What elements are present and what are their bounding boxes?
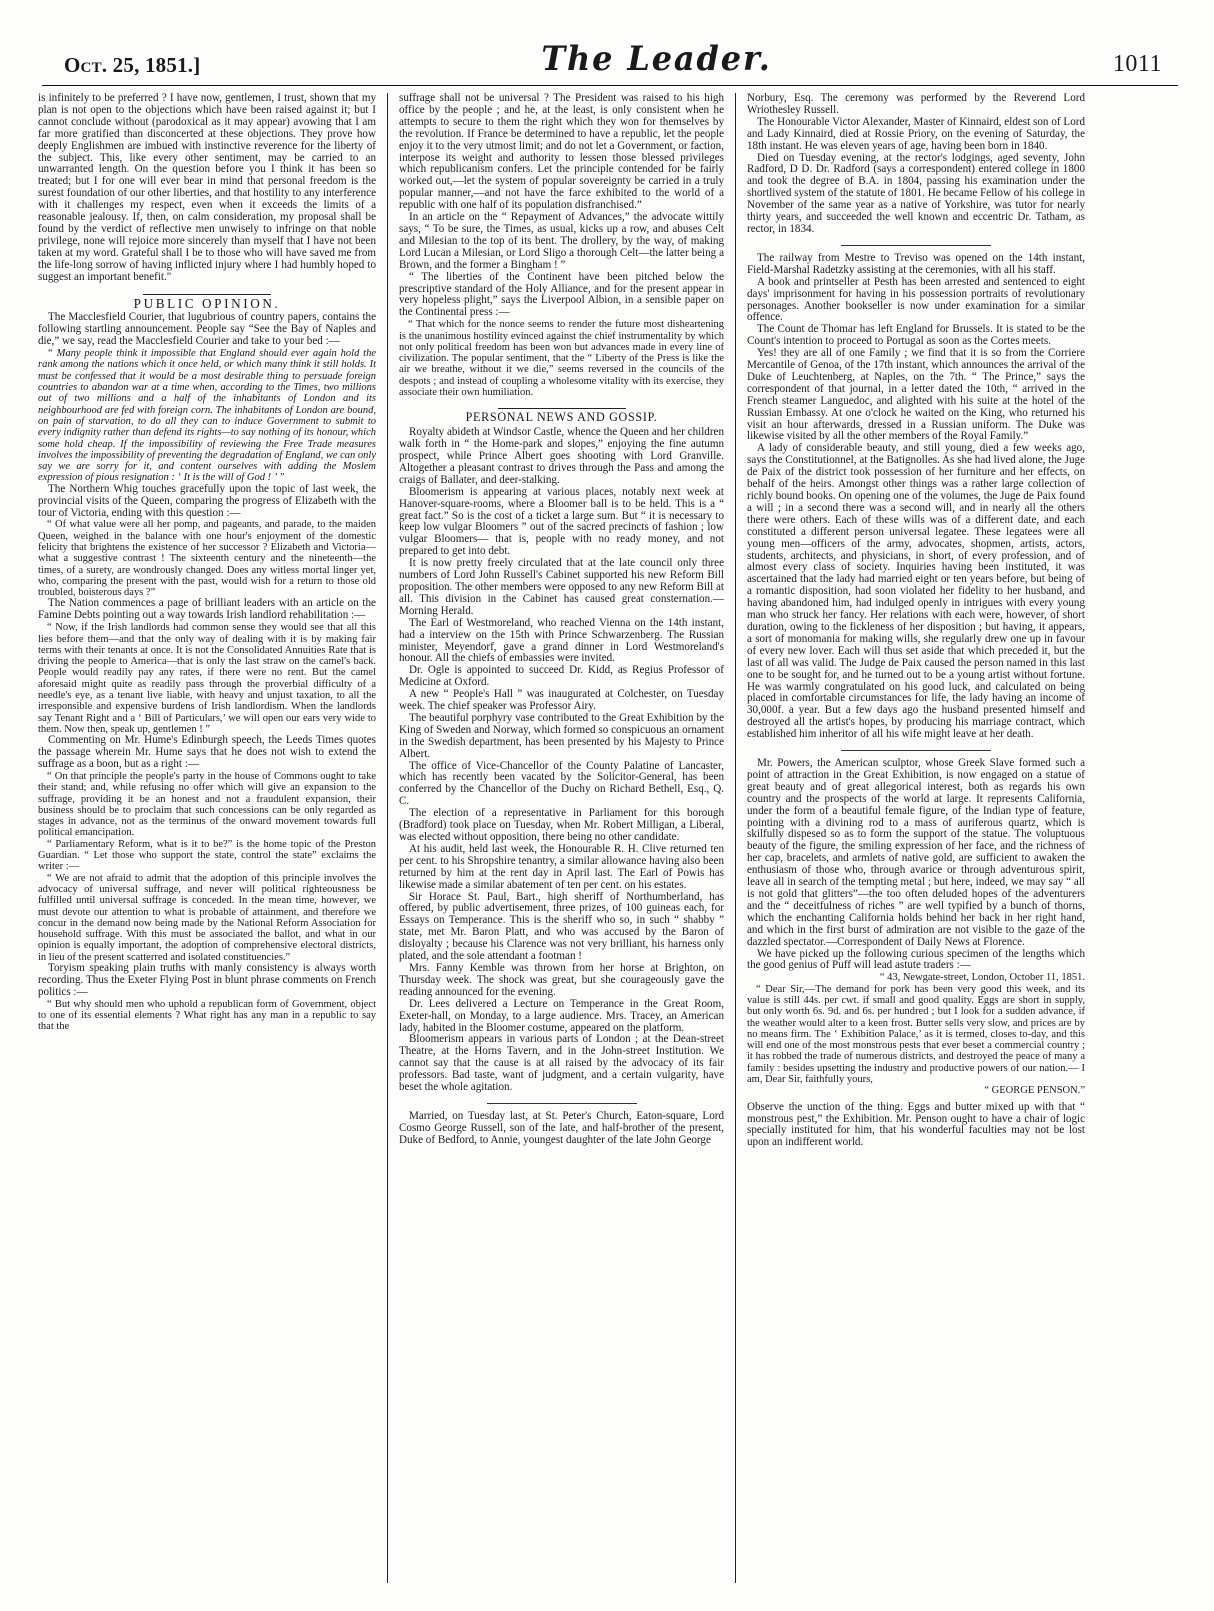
paragraph: Mrs. Fanny Kemble was thrown from her horse at Brighton, on Thursday week. The shock was great, but she courageously gave the reading announced for the evening. <box>399 961 724 998</box>
masthead-date: Oct. 25, 1851.] <box>64 53 201 77</box>
paragraph: Commenting on Mr. Hume's Edinburgh speech, the Leeds Times quotes the passage wherein Mr. Hume says that he does not wish to extend the suffrage as a boon, but as a right :— <box>38 734 376 771</box>
quoted-extract: “ But why should men who uphold a republican form of Government, object to one of its essential elements ? What right has any man in a republic to say that the <box>38 998 376 1033</box>
paragraph: Norbury, Esq. The ceremony was performed by the Reverend Lord Wriothesley Russell. <box>747 93 1085 116</box>
marriage-notice: Married, on Tuesday last, at St. Peter's Church, Eaton-square, Lord Cosmo George Russell, son of the late, and half-brother of the present, Duke of Bedford, to Annie, youngest daughter of the late John George <box>399 1109 724 1146</box>
paragraph: Dr. Lees delivered a Lecture on Temperance in the Great Room, Exeter-hall, on Monday, to a large audience. Mrs. Tracey, an American lady, habited in the Bloomer costume, appeared on the platform. <box>399 997 724 1034</box>
quoted-extract: “ Of what value were all her pomp, and pageants, and parade, to the maiden Queen, weighed in the balance with one hour's enjoyment of the domestic felicity that brightens the existence of her successor ? Elizabeth and Victoria—what a suggestive contrast ! The sixteenth century and the nineteenth—the times, of a surety, are wondrously changed. Does any witless mortal linger yet, who, comparing the present with the past, would wish for a return to those old troubled, boisterous days ?” <box>38 519 376 599</box>
paragraph: A book and printseller at Pesth has been arrested and sentenced to eight days' imprisonment for having in his possession portraits of revolutionary personages. Another bookseller is now under examination for a similar offence. <box>747 275 1085 324</box>
paragraph: The railway from Mestre to Treviso was opened on the 14th instant, Field-Marshal Radetzky assisting at the ceremonies, with all his staff. <box>747 251 1085 276</box>
paragraph: In an article on the “ Repayment of Advances,” the advocate wittily says, “ To be sure, the Times, as usual, kicks up a row, and abuses Celt and Milesian to the top of its bent. The drollery, by the way, of making Lord Lucan a Milesian, or Lord Sligo a thorough Celt—the latter being a Brown, and the former a Bingham ! ” <box>399 211 724 271</box>
letter-signature: “ GEORGE PENSON.” <box>984 1085 1085 1097</box>
section-heading-personal-news: PERSONAL NEWS AND GOSSIP. <box>465 410 658 425</box>
masthead-divider <box>42 85 1178 86</box>
quoted-extract: “ Parliamentary Reform, what is it to be?” is the home topic of the Preston Guardian. “ Let those who support the state, control the state” exclaims the writer :— <box>38 838 376 873</box>
column-3 <box>736 93 1085 1583</box>
paragraph: Bloomerism is appearing at various places, notably next week at Hanover-square-rooms, where a Bloomer ball is to be held. This is a “ great fact.” So is the cost of a ticket a large sum. But “ it is necessary to keep low vulgar Bloomers ” out of the sacred precincts of fashion ; low vulgar Bloomers— that is, people with no ready money, and not prepared to get into debt. <box>399 485 724 558</box>
masthead <box>38 34 1182 80</box>
section-divider <box>841 750 991 751</box>
section-divider <box>498 408 626 409</box>
paragraph: Sir Horace St. Paul, Bart., high sheriff of Northumberland, has offered, by public advertisement, three prizes, of 100 guineas each, for Essays on Temperance. This is the sheriff who so, in such “ shabby ” state, met Mr. Baron Platt, and who was accused by the Baron of disloyalty ; because his Clarence was not very brilliant, his harness only plated, and the sole attendant a footman ! <box>399 890 724 963</box>
letter-address: “ 43, Newgate-street, London, October 11, 1851. <box>879 972 1085 984</box>
paragraph: The office of Vice-Chancellor of the County Palatine of Lancaster, which has recently been vacated by the Solicitor-General, has been conferred by the Chancellor of the Duchy on Richard Bethell, Esq., Q. C. <box>399 759 724 808</box>
quoted-extract: “ Now, if the Irish landlords had common sense they would see that all this lies before them—and that the only way of dealing with it is by making fair terms with their tenants at once. It is not the Consolidated Annuities Rate that is driving the people to America—that is only the last straw on the camel's back. People would readily pay any rates, if there were no rent. But the camel aforesaid might quite as readily pass through the proverbial difficulty of a needle's eye, as a tenant live liable, with heavy and unjust taxation, to all the irresponsible and expensive burdens of Irish landlordism. When the landlords say Tenant Right and a ‘ Bill of Particulars,’ we will open our ears very wide to them. Now then, speak up, gentlemen ! ” <box>38 622 376 735</box>
paragraph: The beautiful porphyry vase contributed to the Great Exhibition by the King of Sweden and Norway, which formed so conspicuous an ornament in the Swedish department, has been presented by his Majesty to Prince Albert. <box>399 711 724 760</box>
paragraph: Yes! they are all of one Family ; we find that it is so from the Corriere Mercantile of Genoa, of the 17th instant, which announces the arrival of the Duke of Leuchtenberg, at Naples, on the 7th. “ The Prince,” says the correspondent of that journal, in a letter dated the 10th, “ arrived in the French steamer Languedoc, and alighted with his suite at the hotel of the Russian Embassy. At one o'clock he waited on the King, who returned his visit an hour afterwards, dressed in a Russian uniform. The Duke was likewise visited by all the other members of the Royal Family.” <box>747 347 1085 443</box>
section-divider <box>143 294 271 295</box>
paragraph: The Count de Thomar has left England for Brussels. It is stated to be the Count's intention to proceed to Portugal as soon as the Cortes meets. <box>747 323 1085 348</box>
paragraph: We have picked up the following curious specimen of the lengths which the good genius of Puff will lead astute traders :— <box>747 947 1085 972</box>
paragraph: is infinitely to be preferred ? I have now, gentlemen, I trust, shown that my plan is not open to the objections which have been raised against it; but I cannot conclude without (parodoxical as it may appear) avowing that I am far more gratified than disconcerted at these objections. They prove how deeply Englishmen are imbued with instinctive reverence for the liberty of the subject. This, like every other sentiment, may be carried to an unwarranted length. On the question before you I think it has been so treated; but I for one will ever bear in mind that personal freedom is the surest foundation of our other liberties, and that hostility to any interference with it challenges my respect, even when it exceeds the limits of a reasonable jealousy. If, then, on calm consideration, my proposal shall be found by the verdict of reflective men unwisely to infringe on that noble privilege, none will rejoice more sincerely than myself that I have not been taken at my word. Grateful shall I be to those who will have saved me from the life-long sorrow of having inflicted injury where I had humbly hoped to suggest an important benefit." <box>38 93 376 283</box>
masthead-title: The Leader. <box>541 39 772 79</box>
paragraph: The Macclesfield Courier, that lugubrious of country papers, contains the following startling announcement. People say “See the Bay of Naples and die,” we say, read the Macclesfield Courier and take to your bed :— <box>38 311 376 348</box>
paragraph: Toryism speaking plain truths with manly consistency is always worth recording. Thus the Exeter Flying Post in blunt phrase comments on French politics :— <box>38 962 376 998</box>
paragraph: suffrage shall not be universal ? The President was raised to his high office by the people ; and he, at the least, is only consistent when he attempts to secure to them the right which they won for themselves by the revolution. If France be determined to have a republic, let the people enjoy it to the very utmost limit; and do not let a Government, or faction, interpose its weight and authority to lessen those blessed privileges which republicanism confers. Let the principle contended for be fairly worked out,—let the system of popular sovereignty be carried in a truly popular manner,—and not have the farce exhibited to the world of a republic with one half of its population disfranchised.” <box>399 93 724 212</box>
paragraph: Bloomerism appears in various parts of London ; at the Dean-street Theatre, at the Horns Tavern, and in the John-street Institution. We cannot say that the cause is at all raised by the advocacy of its fair professors. Bad taste, want of judgment, and a certain vulgarity, have beset the whole agitation. <box>399 1033 724 1094</box>
paragraph: Mr. Powers, the American sculptor, whose Greek Slave formed such a point of attraction in the Great Exhibition, is now engaged on a statue of great beauty and of great allegorical interest, both as regards his own country and the prospects of the world at large. It represents California, under the form of a beautiful female figure, of the Indian type of feature, pointing with a divining rod to a mass of auriferous quartz, which is skilfully dispesed so as to form the support of the statue. The voluptuous beauty of the figure, the smiling expression of her face, and the richness of her cap, bracelets, and armlets of native gold, are sufficient to awaken the enthusiasm of those who, through avarice or through adventurous spirit, leave all in search of the tempting metal ; but here, indeed, we may say “ all is not gold that glitters”—the too often deluded hopes of the adventurers and the “ deceitfulness of riches ” are well typified by a bunch of thorns, which the enchanting California holds behind her back in her right hand, and which in the first burst of admiration are not visible to the gaze of the dazzled spectator.—Correspondent of Daily News at Florence. <box>747 757 1085 948</box>
masthead-page-number: 1011 <box>1112 51 1162 77</box>
section-heading-public-opinion: PUBLIC OPINION. <box>133 295 281 311</box>
quoted-extract: “ That which for the nonce seems to render the future most disheartening is the unanimous hostility evinced against the chief instrumentality by which not only political freedom has been won but advances made in every line of civilization. The popular sentiment, that the “ Liberty of the Press is like the air we breathe, without it we die,” seems reversed in the councils of the despots ; and instead of coupling a wholesome vitality with its exercise, they associate their own humiliation. <box>399 319 724 398</box>
quoted-extract: “ On that principle the people's party in the house of Commons ought to take their stand; and, while refusing no offer which will give an expansion to the suffrage, providing it be an honest and not a fraudulent expansion, their business should be to proclaim that such concessions can be only regarded as stages in advance, not as the terminus of the onward movement towards full political emancipation. <box>38 770 376 839</box>
paragraph: The Northern Whig touches gracefully upon the topic of last week, the provincial visits of the Queen, comparing the progress of Elizabeth with the tour of Victoria, ending with this question :— <box>38 482 376 519</box>
paragraph: “ The liberties of the Continent have been pitched below the prescriptive standard of the Holy Alliance, and for the present appear in very hopeless plight,” says the Liverpool Albion, in a sensible paper on the Continental press :— <box>399 270 724 319</box>
paragraph: The Earl of Westmoreland, who reached Vienna on the 14th instant, had a interview on the 15th with Prince Schwarzenberg. The Russian minister, Meyendorf, gave a grand dinner in Lord Westmoreland's honour. All the chiefs of embassies were invited. <box>399 616 724 665</box>
section-divider <box>487 1103 637 1104</box>
column-2 <box>387 93 736 1583</box>
column-1 <box>38 93 387 1583</box>
paragraph: A new “ People's Hall ” was inaugurated at Colchester, on Tuesday week. The chief speaker was Professor Airy. <box>399 688 724 713</box>
paragraph: Royalty abideth at Windsor Castle, whence the Queen and her children walk forth in “ the Home-park and slopes,” enjoying the fine autumn prospect, while Prince Albert goes shooting with Lord Granville. Altogether a pleasant contrast to drives through the Pass and among the craigs of Ballater, and deer-stalking. <box>399 426 724 486</box>
paragraph: The Nation commences a page of brilliant leaders with an article on the Famine Debts pointing out a way towards Irish landlord rehabilitation :— <box>38 597 376 622</box>
paragraph: Died on Tuesday evening, at the rector's lodgings, aged seventy, John Radford, D D. Dr. Radford (says a correspondent) entered college in 1800 and took the degree of B.A. in 1804, passing his examination under the shortlived system of the statute of 1801. He became Fellow of his college in November of the same year as a native of Yorkshire, was tutor for nearly thirty years, and succeeded the well known and eccentric Dr. Tatham, as rector, in 1834. <box>747 151 1085 235</box>
paragraph: At his audit, held last week, the Honourable R. H. Clive returned ten per cent. to his Shropshire tenantry, a similar allowance having also been returned by him at the rent day in April last. The Earl of Powis has likewise made a similar abatement of ten per cent. on his estates. <box>399 842 724 891</box>
paragraph: The Honourable Victor Alexander, Master of Kinnaird, eldest son of Lord and Lady Kinnaird, died at Rossie Priory, on the evening of Saturday, the 18th instant. He was eleven years of age, having been born in 1840. <box>747 115 1085 152</box>
quoted-extract: “ Many people think it impossible that England should ever again hold the rank among the nations which it once held, or which many think it still holds. It must be confessed that it would be a most desirable thing to persuade foreign countries to abandon war at a time when, according to the Times, two millions out of two millions and a half of the inhabitants of London and its neighbourhood are fed with foreign corn. The inhabitants of London are bound, on pain of starvation, to do all they can to induce Government to submit to every indignity rather than defend its rights—to say nothing of its honour, which some hold cheap. If the impossibility of reviewing the Free Trade measures involves the impossibility of preventing the degradation of England, we can only say we are sorry for it, and content ourselves with adding the Moslem expression of pious resignation : ‘ It is the will of God ! ’ ” <box>38 348 376 484</box>
paragraph: It is now pretty freely circulated that at the late council only three numbers of Lord John Russell's Cabinet supported his new Reform Bill proposition. The other members were opposed to any new Reform Bill at all. This division in the Cabinet has caused great consternation.—Morning Herald. <box>399 557 724 617</box>
paragraph: A lady of considerable beauty, and still young, died a few weeks ago, says the Constitutionnel, at the Batignolles. As she had lived alone, the Juge de Paix of the district took possession of her furniture and her effects, on behalf of the heirs. Amongst other things was a rather large collection of richly bound books. On opening one of the volumes, the Juge de Paix found a will ; in a second there was a second will, and in nearly all the others there were others. Each of these wills was of a different date, and each constituted a different person universal legatee. These legatees were all young men—officers of the army, advocates, shopmen, artists, actors, students, architects, and physicians, in short, of every profession, and of almost every class of society. Inquiries having been instituted, it was ascertained that the lady had married eight or ten years before, but being of a romantic disposition, had soon violated her fidelity to her husband, and having abandoned him, had indulged openly in intrigues with every young man who struck her fancy. Her relations with each were, however, of short duration, owing to the fickleness of her disposition ; but having, it appears, a sort of monomania for making wills, she regularly drew one up in favour of every new lover. Each will thus set aside that which preceded it, but the last of all was valid. The Judge de Paix caused the person named in this last one to be sought for, and he turned out to be a young artist without fortune. He was warmly congratulated on his good luck, and calculated on being placed in comfortable circumstances for life, the lady having an income of 30,000f. a year. But a few days ago the husband presented himself and destroyed all the artist's hopes, by producing his marriage contract, which established him inheritor of all his wife might leave at her death. <box>747 442 1085 741</box>
letter-body: “ Dear Sir,—The demand for pork has been very good this week, and its value is still 44s. per cwt. if small and good quality. Eggs are short in supply, but only worth 6s. 9d. and 6s. per hundred ; but I look for a sudden advance, if the weather would alter to a keen frost. Butter sells very slow, and prices are by no means firm. The ‘ Exhibition Palace,’ as it is termed, closes to-day, and this will end one of the most monstrous pests that ever beset a commercial country ; it has robbed the trade of numerous districts, and destroyed the peace of many a family : besides upsetting the industry and productive powers of our nation.— I am, Dear Sir, faithfully yours, <box>747 983 1085 1086</box>
quoted-extract: “ We are not afraid to admit that the adoption of this principle involves the advocacy of universal suffrage, and never will political righteousness be fulfilled until universal suffrage is conceded. In the mean time, however, we must devote our attention to what is probable of attainment, and therefore we concur in the demand now being made by the National Reform Association for household suffrage. With this must be associated the ballot, and what in our opinion is equally important, the adoption of comprehensive electoral districts, in lieu of the present scatterred and isolated constituencies.” <box>38 872 376 963</box>
section-divider <box>841 245 991 246</box>
column-container <box>38 93 1182 1583</box>
paragraph: Observe the unction of the thing. Eggs and butter mixed up with that “ monstrous pest,” the Exhibition. Mr. Penson ought to have a chair of logic specially instituted for him, that his wonderful faculties may not be lost upon an indifferent world. <box>747 1100 1085 1149</box>
paragraph: The election of a representative in Parliament for this borough (Bradford) took place on Tuesday, when Mr. Robert Milligan, a Liberal, was elected without opposition, there being no other candidate. <box>399 807 724 844</box>
paragraph: Dr. Ogle is appointed to succeed Dr. Kidd, as Regius Professor of Medicine at Oxford. <box>399 664 724 689</box>
